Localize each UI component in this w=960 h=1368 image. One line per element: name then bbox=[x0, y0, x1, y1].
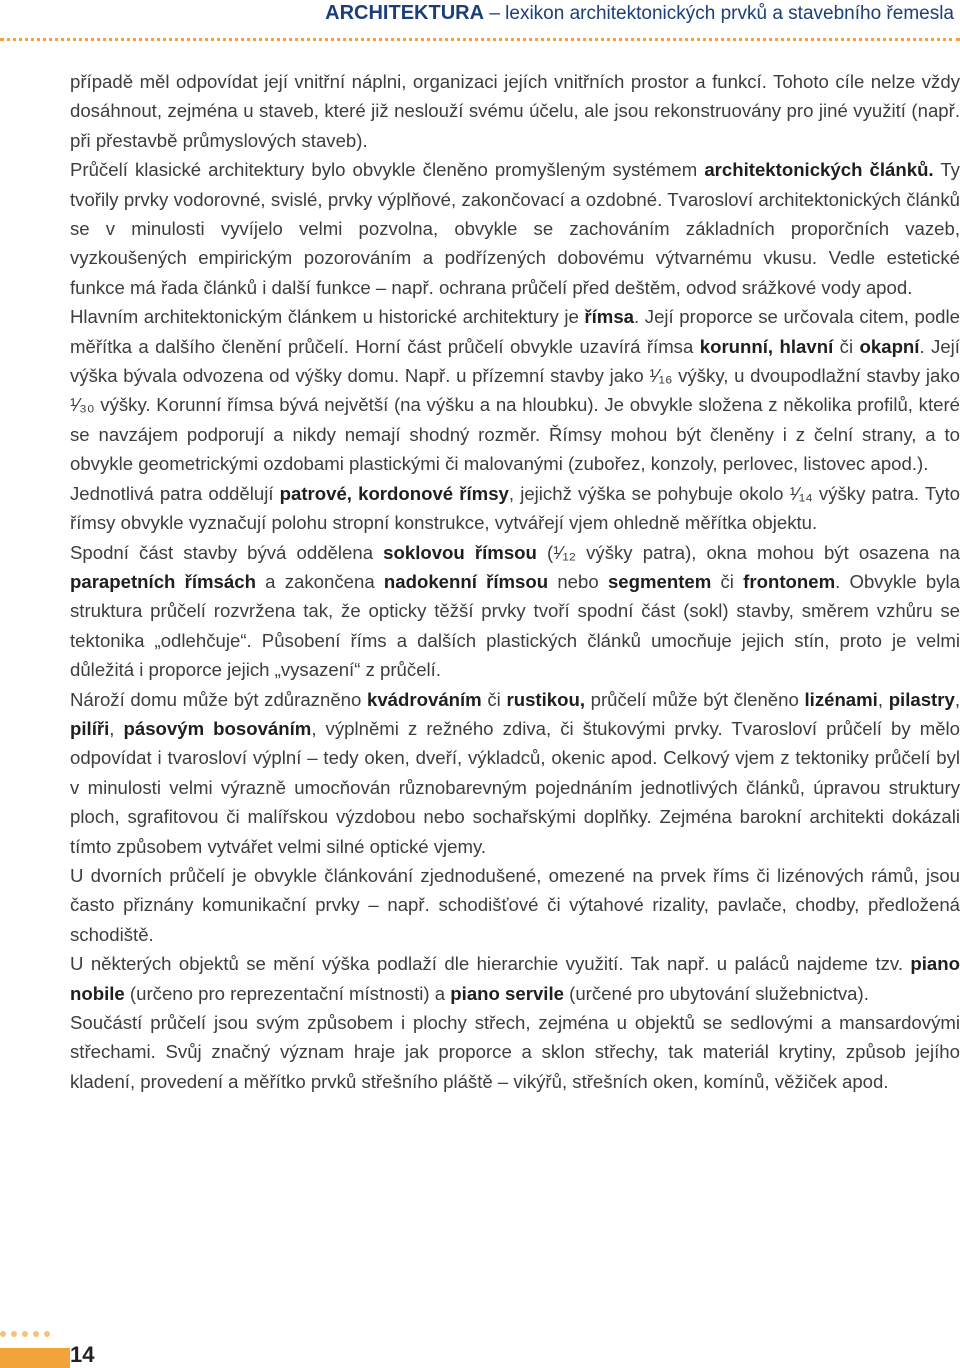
paragraph bbox=[70, 949, 960, 1008]
bold-term: frontonem bbox=[743, 570, 836, 592]
bold-term: architektonických článků. bbox=[704, 159, 934, 181]
paragraph bbox=[70, 302, 960, 478]
text-run: (¹⁄₁₂ výšky patra), okna mohou být osazena na bbox=[536, 541, 960, 563]
bold-term: lizénami bbox=[804, 688, 878, 710]
page-number: 14 bbox=[70, 1342, 95, 1367]
text-run: Spodní část stavby bývá oddělena bbox=[70, 541, 384, 563]
text-run: Hlavním architektonickým článkem u historické architektury je bbox=[70, 306, 585, 328]
text-run: (určené pro ubytování služebnictva). bbox=[563, 982, 869, 1004]
text-run: . Její proporce se určovala citem, podle měřítka a dalšího členění průčelí. Horní část průčelí obvykle uzavírá římsa bbox=[70, 306, 960, 357]
text-run: , bbox=[109, 717, 124, 739]
paragraph bbox=[70, 155, 960, 302]
bold-term: pilastry bbox=[888, 688, 955, 710]
bold-term: segmentem bbox=[607, 570, 712, 592]
book-title: ARCHITEKTURA bbox=[325, 2, 485, 24]
text-run: či bbox=[481, 688, 507, 710]
footer-dotted-decoration bbox=[0, 1331, 50, 1337]
bold-term: patrové, kordonové římsy bbox=[279, 482, 509, 504]
bold-term: rustikou, bbox=[506, 688, 585, 710]
bold-term: nadokenní římsou bbox=[383, 570, 549, 592]
text-run: U některých objektů se mění výška podlaží dle hierarchie využití. Tak např. u paláců najdeme tzv. bbox=[70, 953, 911, 975]
text-run: Ty tvořily prvky vodorovné, svislé, prvky výplňové, zakončovací a ozdobné. Tvarosloví architektonických článků se v minulosti vyvíjelo velmi pozvolna, obvykle se zachováním základních proporčních vazeb, vyzkoušených empirickým pozorováním a podřízených dobovému výtvarnému vkusu. Vedle estetické funkce má řada článků i další funkce – např. ochrana průčelí před deštěm, odvod srážkové vody apod. bbox=[70, 159, 960, 298]
bold-term: parapetních římsách bbox=[70, 570, 256, 592]
text-run: , jejichž výška se pohybuje okolo ¹⁄₁₄ výšky patra. Tyto římsy obvykle vyznačují polohu stropní konstrukce, vytvářejí vjem ohledně měřítka objektu. bbox=[70, 482, 960, 534]
text-run: Průčelí klasické architektury bylo obvykle členěno promyšleným systémem bbox=[70, 159, 705, 181]
bold-term: pásovým bosováním bbox=[123, 717, 312, 739]
text-run: , bbox=[954, 688, 960, 710]
text-run: a zakončena bbox=[255, 570, 384, 592]
paragraph bbox=[70, 861, 960, 949]
running-header bbox=[300, 0, 960, 32]
paragraph bbox=[70, 538, 960, 685]
bold-term: pilíři bbox=[70, 717, 110, 739]
text-run: nebo bbox=[548, 570, 608, 592]
bold-term: kvádrováním bbox=[367, 688, 482, 710]
footer-accent-bar bbox=[0, 1348, 70, 1368]
bold-term: okapní bbox=[859, 335, 920, 357]
text-run: průčelí může být členěno bbox=[584, 688, 805, 710]
book-subtitle: – lexikon architektonických prvků a stavebního řemesla bbox=[484, 3, 954, 24]
text-run: Jednotlivá patra oddělují bbox=[70, 482, 280, 504]
text-run: případě měl odpovídat její vnitřní náplni, organizaci jejích vnitřních prostor a funkcí. Tohoto cíle nelze vždy dosáhnout, zejména u staveb, které již neslouží svému účelu, ale jsou rekonstruovány pro jiné využití (např. při přestavbě průmyslových staveb). bbox=[70, 71, 960, 151]
bold-term: korunní, hlavní bbox=[699, 335, 834, 357]
bold-term: piano servile bbox=[450, 982, 564, 1004]
text-run: či bbox=[833, 335, 860, 357]
text-run: Nároží domu může být zdůrazněno bbox=[70, 688, 367, 710]
text-run: U dvorních průčelí je obvykle článkování zjednodušené, omezené na prvek říms či lizénových rámů, jsou často přiznány komunikační prvky – např. schodišťové či výtahové rizality, pavlače, chodby, předložená schodiště. bbox=[70, 864, 960, 945]
text-run: . Její výška bývala odvozena od výšky domu. Např. u přízemní stavby jako ¹⁄₁₆ výšky, u dvoupodlažní stavby jako ¹⁄₃₀ výšky. Korunní římsa bývá největší (na výšku a na hloubku). Je obvykle složena z několika profilů, které se navzájem podporují a nikdy nemají shodný rozměr. Římsy mohou být členěny i z čelní strany, a to obvykle geometrickými ozdobami plastickými či malovanými (zubořez, konzoly, perlovec, listovec apod.). bbox=[70, 335, 960, 475]
header-divider bbox=[0, 38, 960, 41]
bold-term: římsa bbox=[584, 306, 635, 328]
text-run: , výplněmi z režného zdiva, či štukovými prvky. Tvarosloví průčelí by mělo odpovídat i tvarosloví výplní – tedy oken, dveří, výkladců, okenic apod. Celkový vjem z tektoniky průčelí byl v minulosti velmi výrazně umocňován různobarevným pojednáním jednotlivých článků, úpravou struktury ploch, sgrafitovou či malířskou výzdobou nebo sochařskými doplňky. Zejména barokní architekti dokázali tímto způsobem vytvářet velmi silné optické vjemy. bbox=[70, 717, 960, 857]
bold-term: soklovou římsou bbox=[383, 541, 537, 563]
body-text bbox=[70, 67, 960, 1096]
paragraph bbox=[70, 685, 960, 861]
text-run: , bbox=[877, 688, 889, 710]
paragraph bbox=[70, 67, 960, 155]
text-run: či bbox=[711, 570, 744, 592]
text-run: Součástí průčelí jsou svým způsobem i plochy střech, zejména u objektů se sedlovými a mansardovými střechami. Svůj značný význam hraje jak proporce a sklon střechy, tak materiál krytiny, způsob jejího kladení, provedení a měřítko prvků střešního pláště – vikýřů, střešních oken, komínů, věžiček apod. bbox=[70, 1012, 960, 1092]
bold-term: piano nobile bbox=[70, 953, 960, 1004]
paragraph bbox=[70, 479, 960, 538]
text-run: (určeno pro reprezentační místnosti) a bbox=[124, 982, 451, 1004]
paragraph bbox=[70, 1008, 960, 1096]
text-run: . Obvykle byla struktura průčelí rozvržena tak, že opticky těžší prvky tvoří spodní část (sokl) stavby, směrem vzhůru se tektonika „odlehčuje“. Působení říms a dalších plastických článků umocňuje jejich stín, proto je velmi důležitá i proporce jejich „vysazení“ z průčelí. bbox=[70, 570, 960, 681]
